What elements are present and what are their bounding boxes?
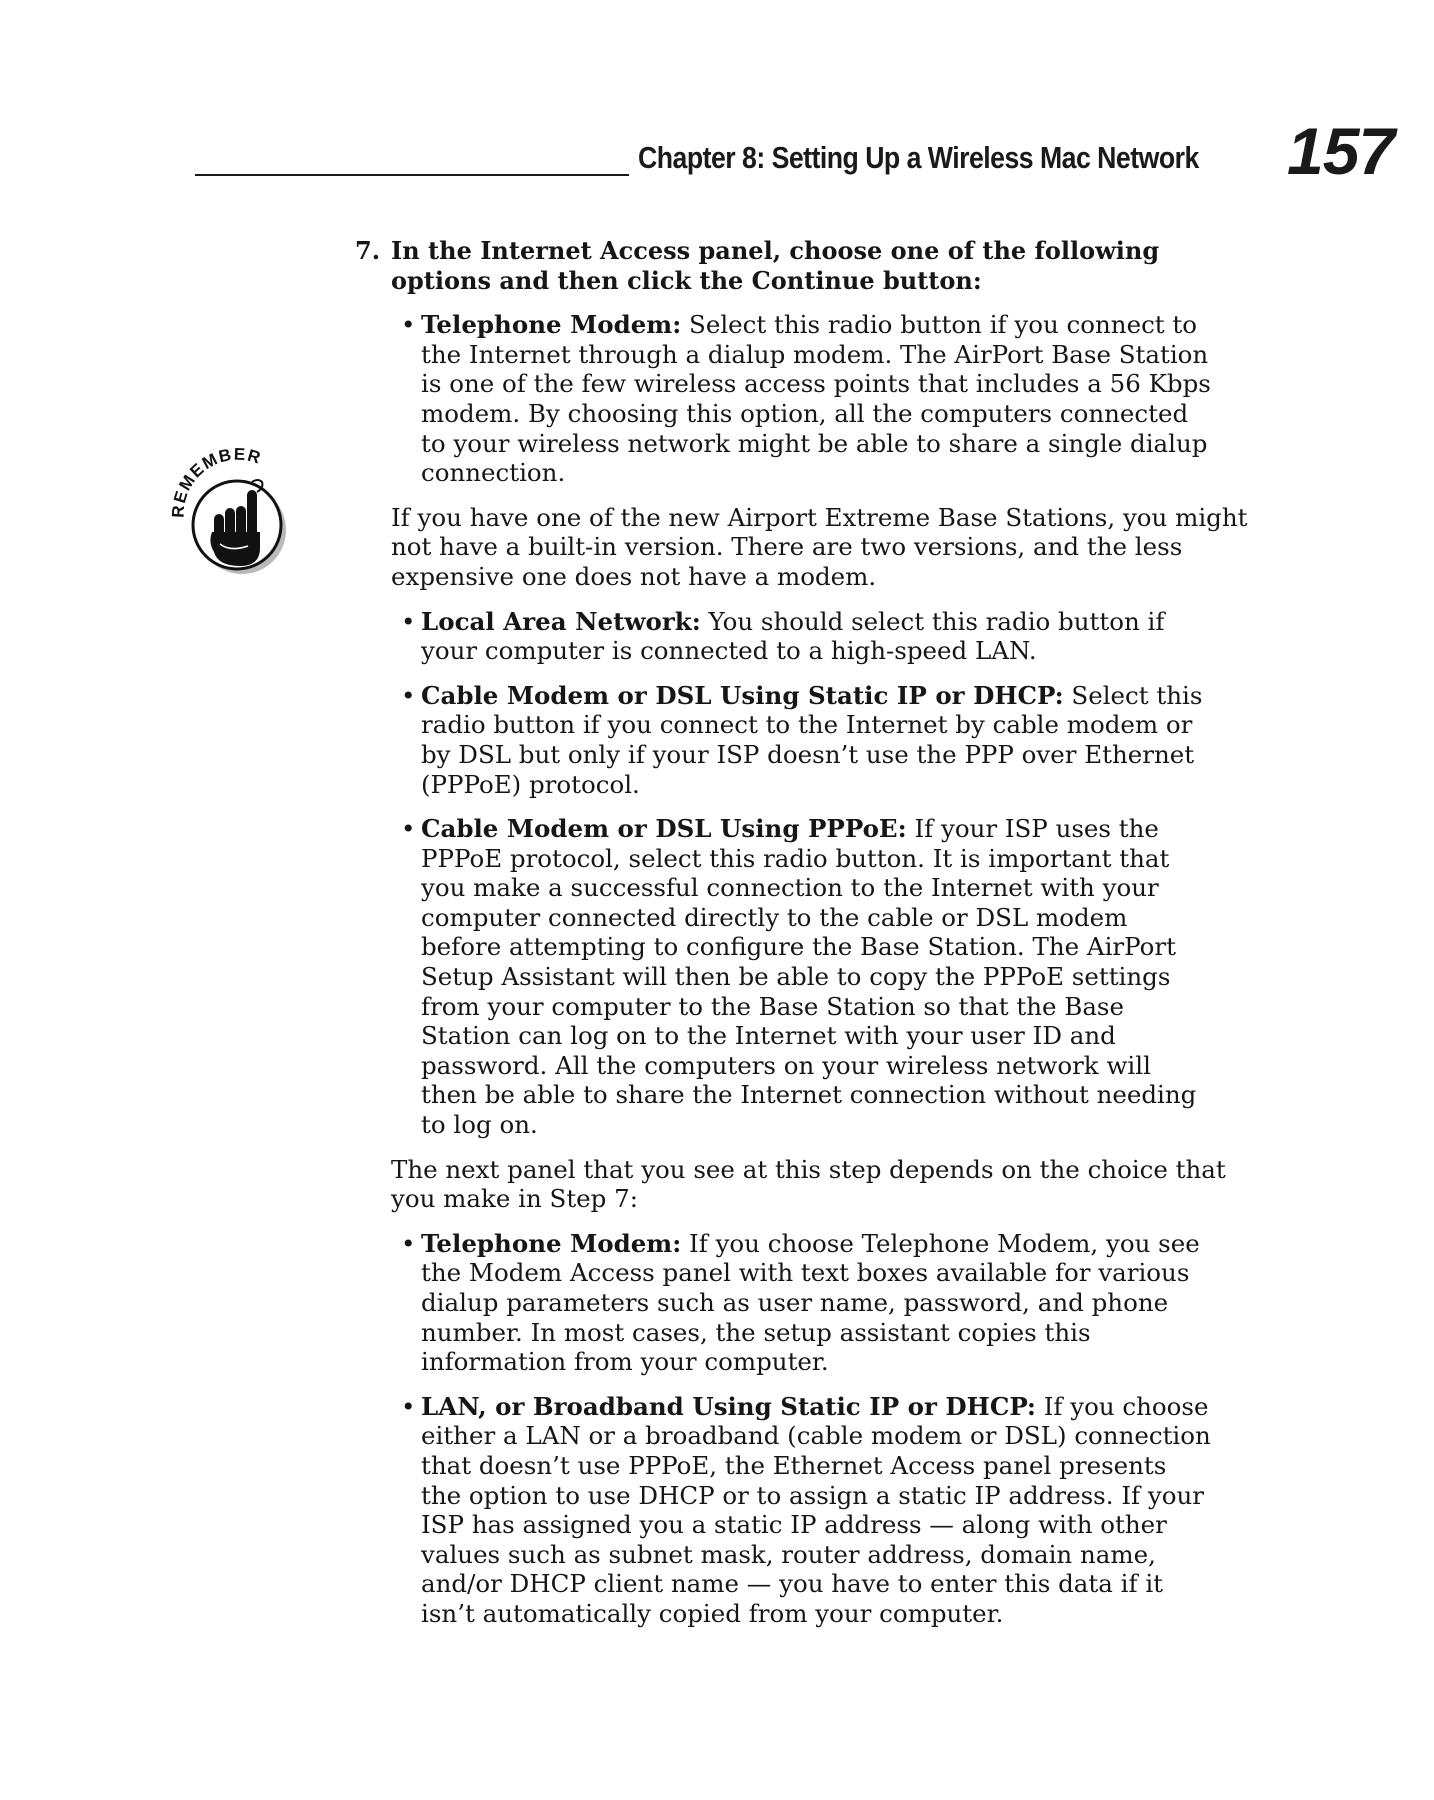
- header-rule: [195, 174, 629, 176]
- option-term: LAN, or Broadband Using Static IP or DHCP:: [421, 1391, 1036, 1421]
- option-text: Select this radio button if you connect to the Internet by cable modem or by DSL but only if your ISP doesn’t use the PPP over Ethernet (PPPoE) protocol.: [421, 680, 1203, 799]
- option-text: If you choose either a LAN or a broadband (cable modem or DSL) connection that doesn’t use PPPoE, the Ethernet Access panel presents the option to use DHCP or to assign a static IP address. If your ISP has assigned you a static IP address — along with other values such as subnet mask, router address, domain name, and/or DHCP client name — you have to enter this data if it isn’t automatically copied from your computer.: [421, 1391, 1211, 1628]
- option-text: If your ISP uses the PPPoE protocol, select this radio button. It is important that you make a successful connection to the Internet with your computer connected directly to the cable or DSL modem before attempting to configure the Base Station. The AirPort Setup Assistant will then be able to copy the PPPoE settings from your computer to the Base Station so that the Base Station can log on to the Internet with your user ID and password. All the computers on your wireless network will then be able to share the Internet connection without needing to log on.: [421, 814, 1197, 1140]
- page-number: 157: [1287, 114, 1395, 188]
- option-text: You should select this radio button if your computer is connected to a high-speed LAN.: [421, 606, 1165, 666]
- options-list-1: [355, 310, 1255, 488]
- options-list-3: [355, 1229, 1255, 1629]
- option-term: Local Area Network:: [421, 606, 701, 636]
- options-list-2: [355, 607, 1255, 1140]
- list-item: [401, 310, 1211, 488]
- step-number: 7.: [355, 236, 381, 265]
- list-item: [401, 814, 1211, 1140]
- remember-icon: [168, 448, 308, 588]
- step-text: In the Internet Access panel, choose one of the following options and then click the Continue button:: [391, 236, 1160, 295]
- list-item: [401, 1392, 1211, 1629]
- option-term: Cable Modem or DSL Using PPPoE:: [421, 814, 907, 844]
- option-text: If you choose Telephone Modem, you see the Modem Access panel with text boxes available for various dialup parameters such as user name, password, and phone number. In most cases, the setup assistant copies this information from your computer.: [421, 1228, 1200, 1377]
- step-7: [355, 236, 1255, 295]
- page-content: [355, 236, 1255, 1644]
- chapter-title: Chapter 8: Setting Up a Wireless Mac Network: [638, 140, 1199, 175]
- list-item: [401, 607, 1211, 666]
- remember-label-path: REMEMBER: [168, 448, 264, 519]
- option-term: Telephone Modem:: [421, 1228, 682, 1258]
- option-term: Telephone Modem:: [421, 310, 682, 340]
- next-panel-intro: The next panel that you see at this step depends on the choice that you make in Step 7:: [391, 1154, 1226, 1214]
- option-term: Cable Modem or DSL Using Static IP or DHCP:: [421, 680, 1064, 710]
- remember-note: If you have one of the new Airport Extreme Base Stations, you might not have a built-in version. There are two versions, and the less expensive one does not have a modem.: [391, 502, 1248, 591]
- list-item: [401, 681, 1211, 799]
- option-text: Select this radio button if you connect to the Internet through a dialup modem. The AirPort Base Station is one of the few wireless access points that includes a 56 Kbps modem. By choosing this option, all the computers connected to your wireless network might be able to share a single dialup connection.: [421, 310, 1211, 488]
- list-item: [401, 1229, 1211, 1377]
